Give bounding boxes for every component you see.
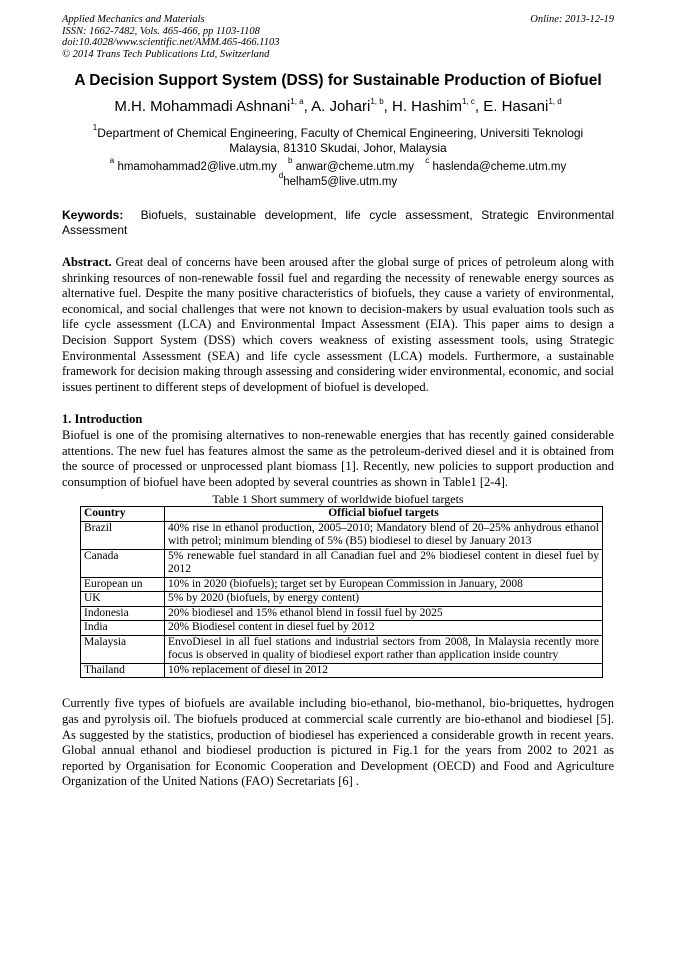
author-name: H. Hashim <box>392 98 463 115</box>
abstract <box>62 255 614 395</box>
table-row: Malaysia EnvoDiesel in all fuel stations and industrial sectors from 2008, In Malaysia recently more focus is observed in quality of biodiesel export rather than application inside country <box>81 635 603 663</box>
abstract-text: Great deal of concerns have been aroused after the global surge of prices of petroleum along with shrinking resources of non-renewable fossil fuel and regarding the necessity of renewable energy sources as alternative fuel. Despite the many positive characteristics of biofuels, they cause a variety of environmental, economical, and social challenges that were not known to decision-makers by usual evaluation tools such as life cycle assessment (LCA) and Environmental Impact Assessment (EIA). This paper aims to design a Decision Support System (DSS) which covers weakness of existing assessment tools, using Strategic Environmental Assessment (SEA) and life cycle assessment (LCA) models. Furthermore, a sustainable framework for decision making through assessing and considering wider environmental, economic, and social issues pertinent to different steps of development of biofuel is developed. <box>62 255 614 394</box>
paper-page <box>62 14 614 790</box>
author-sup: 1, a <box>290 97 304 106</box>
author-name: E. Hasani <box>483 98 549 115</box>
affiliation-line-1: Department of Chemical Engineering, Faculty of Chemical Engineering, Universiti Teknologi <box>97 126 584 140</box>
table-row: Thailand 10% replacement of diesel in 2012 <box>81 663 603 678</box>
table-row: India 20% Biodiesel content in diesel fuel by 2012 <box>81 621 603 636</box>
author-name: A. Johari <box>311 98 371 115</box>
table-row: Canada 5% renewable fuel standard in all Canadian fuel and 2% biodiesel content in diesel fuel by 2012 <box>81 549 603 577</box>
author-name: M.H. Mohammadi Ashnani <box>114 98 291 115</box>
intro-paragraph-2: Currently five types of biofuels are available including bio-ethanol, bio-methanol, bio-briquettes, hydrogen gas and pyrolysis oil. The biofuels produced at commercial scale currently are bio-ethanol and biodiesel [5]. As suggested by the statistics, production of biodiesel has experienced a considerable growth in recent years. Global annual ethanol and biodiesel production is pictured in Fig.1 for the years from 2002 to 2021 as reported by Organisation for Economic Cooperation and Development (OECD) and Food and Agriculture Organization of the United Nations (FAO) Secretariats [6] . <box>62 696 614 789</box>
section-heading: 1. Introduction <box>62 412 143 427</box>
email-link[interactable]: helham5@live.utm.my <box>283 176 398 188</box>
affiliation-sup: 1 <box>92 123 98 132</box>
paper-title: A Decision Support System (DSS) for Sustainable Production of Biofuel <box>74 72 602 89</box>
intro-paragraph-1: Biofuel is one of the promising alternatives to non-renewable energies that has recently gained considerable attentions. The new fuel has features almost the same as the petroleum-derived diesel and it is obtained from the source of processed or unprocessed plant biomass [1]. Recently, new policies to support production and consumption of biofuel have been adopted by several countries as shown in Table1 [2-4]. <box>62 427 614 489</box>
email-list: $^a$ hmamohammad2@live.utm.my $^b$ anwar@cheme.utm.my $^c$ haslenda@cheme.utm.my $^d$helham5@live.utm.my <box>109 156 567 188</box>
email-link[interactable]: haslenda@cheme.utm.my <box>432 161 567 173</box>
biofuel-targets-table <box>80 506 603 678</box>
table-row: UK 5% by 2020 (biofuels, by energy content) <box>81 592 603 607</box>
author-list: M.H. Mohammadi Ashnani$^{1, a}$, A. Johari$^{1, b}$, H. Hashim$^{1, c}$, E. Hasani$^{1, d}$ <box>114 97 562 115</box>
keywords <box>62 208 614 238</box>
table-row: Indonesia 20% biodiesel and 15% ethanol blend in fossil fuel by 2025 <box>81 606 603 621</box>
keywords-label: Keywords: <box>62 208 124 222</box>
author-sup: 1, d <box>548 97 562 106</box>
affiliation-line-2: Malaysia, 81310 Skudai, Johor, Malaysia <box>229 141 447 155</box>
table-header-row <box>81 507 603 522</box>
issn-line: ISSN: 1662-7482, Vols. 465-466, pp 1103-1108 <box>62 25 260 37</box>
copyright-line: © 2014 Trans Tech Publications Ltd, Switzerland <box>62 48 270 60</box>
table-row: European un 10% in 2020 (biofuels); target set by European Commission in January, 2008 <box>81 577 603 592</box>
journal-name: Applied Mechanics and Materials <box>62 14 205 25</box>
column-header: Country <box>81 507 165 522</box>
table-caption: Table 1 Short summery of worldwide biofuel targets <box>212 492 464 507</box>
table-row: Brazil 40% rise in ethanol production, 2005–2010; Mandatory blend of 20–25% anhydrous ethanol with petrol; minimum blending of 5% (B5) biodiesel to diesel by January 2013 <box>81 521 603 549</box>
email-link[interactable]: anwar@cheme.utm.my <box>295 161 415 173</box>
journal-header <box>62 14 614 60</box>
keywords-text: Biofuels, sustainable development, life cycle assessment, Strategic Environmental Assessment <box>62 208 614 237</box>
doi-line: doi:10.4028/www.scientific.net/AMM.465-466.1103 <box>62 37 280 48</box>
column-header: Official biofuel targets <box>165 507 603 522</box>
author-sup: 1, b <box>370 97 384 106</box>
abstract-label: Abstract. <box>62 255 112 269</box>
author-sup: 1, c <box>462 97 475 106</box>
online-date: Online: 2013-12-19 <box>530 14 614 25</box>
affiliation <box>62 123 614 156</box>
email-link[interactable]: hmamohammad2@live.utm.my <box>117 161 277 173</box>
